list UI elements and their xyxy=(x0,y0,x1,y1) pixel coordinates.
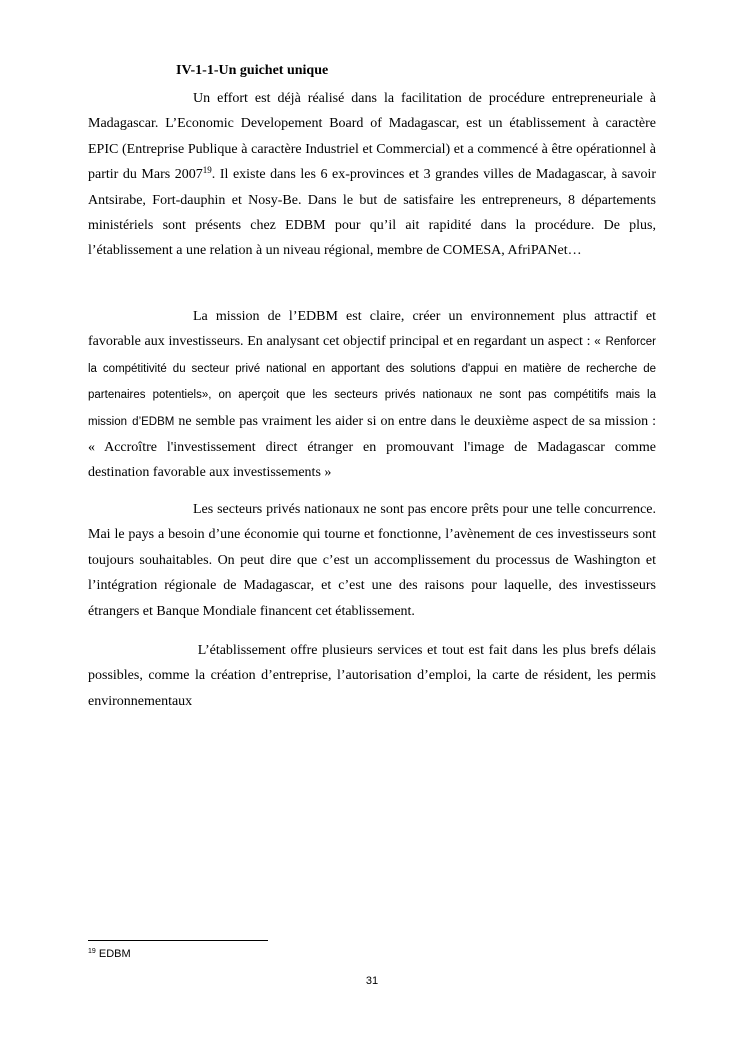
paragraph-text: . Il existe dans les 6 ex-provinces et 3 grandes villes de Madagascar, à savoir Antsirabe, Fort-dauphin et Nosy-Be. Dans le but de satisfaire les entrepreneurs, 8 départements ministériels sont présents chez EDBM pour qu’il ait rapidité dans la procédure. De plus, l’établissement a une relation à un niveau régional, membre de COMESA, AfriPANet… xyxy=(88,167,657,259)
mission-quote: « Renforcer la compétitivité du secteur privé national en apportant des solutions d'appui en matière de recherche de partenaires potentiels», on aperçoit que les secteurs privés nationaux ne sont pas compétitifs mais la mission d’EDBM xyxy=(88,336,657,428)
paragraph-text: L’établissement offre plusieurs services et tout est fait dans les plus brefs délais possibles, comme la création d’entreprise, l’autorisation d’emploi, la carte de résident, les permis environnementaux xyxy=(88,643,656,709)
footnote xyxy=(88,948,131,960)
paragraph-text: Un effort est déjà réalisé dans la facilitation de procédure entrepreneuriale à Madagascar. L’Economic Developement Board of Madagascar, est un établissement à caractère EPIC (Entreprise Publique à caractère Industriel et Commercial) et a commencé à être opérationnel à partir du Mars 2007 xyxy=(88,91,656,183)
paragraph-text: La mission de l’EDBM est claire, créer un environnement plus attractif et favorable aux investisseurs. En analysant cet objectif principal et en regardant un aspect : xyxy=(88,309,656,350)
footnote-number: 19 xyxy=(88,948,96,955)
footnote-divider xyxy=(88,940,268,941)
footnote-reference[interactable]: 19 xyxy=(202,165,212,176)
page-number: 31 xyxy=(365,975,379,987)
paragraph-edbm-intro xyxy=(88,86,656,264)
paragraph-text: ne semble pas vraiment les aider si on entre dans le deuxième aspect de sa mission : « Accroître l'investissement direct étranger en promouvant l'image de Madagascar comme destination favorable aux investissements » xyxy=(88,413,656,481)
paragraph-text: Les secteurs privés nationaux ne sont pas encore prêts pour une telle concurrence. Mai le pays a besoin d’une économie qui tourne et fonctionne, l’avènement de ces investisseurs sont toujours souhaitables. On peut dire que c’est un accomplissement du processus de Washington et l’intégration régionale de Madagascar, et c’est une des raisons pour laquelle, des investisseurs étrangers et Banque Mondiale financent cet établissement. xyxy=(88,502,656,619)
paragraph-edbm-mission xyxy=(88,304,656,486)
section-heading: IV-1-1-Un guichet unique xyxy=(176,63,329,78)
paragraph-national-sectors xyxy=(88,497,656,624)
footnote-text: EDBM xyxy=(95,948,131,960)
paragraph-services xyxy=(88,638,656,714)
